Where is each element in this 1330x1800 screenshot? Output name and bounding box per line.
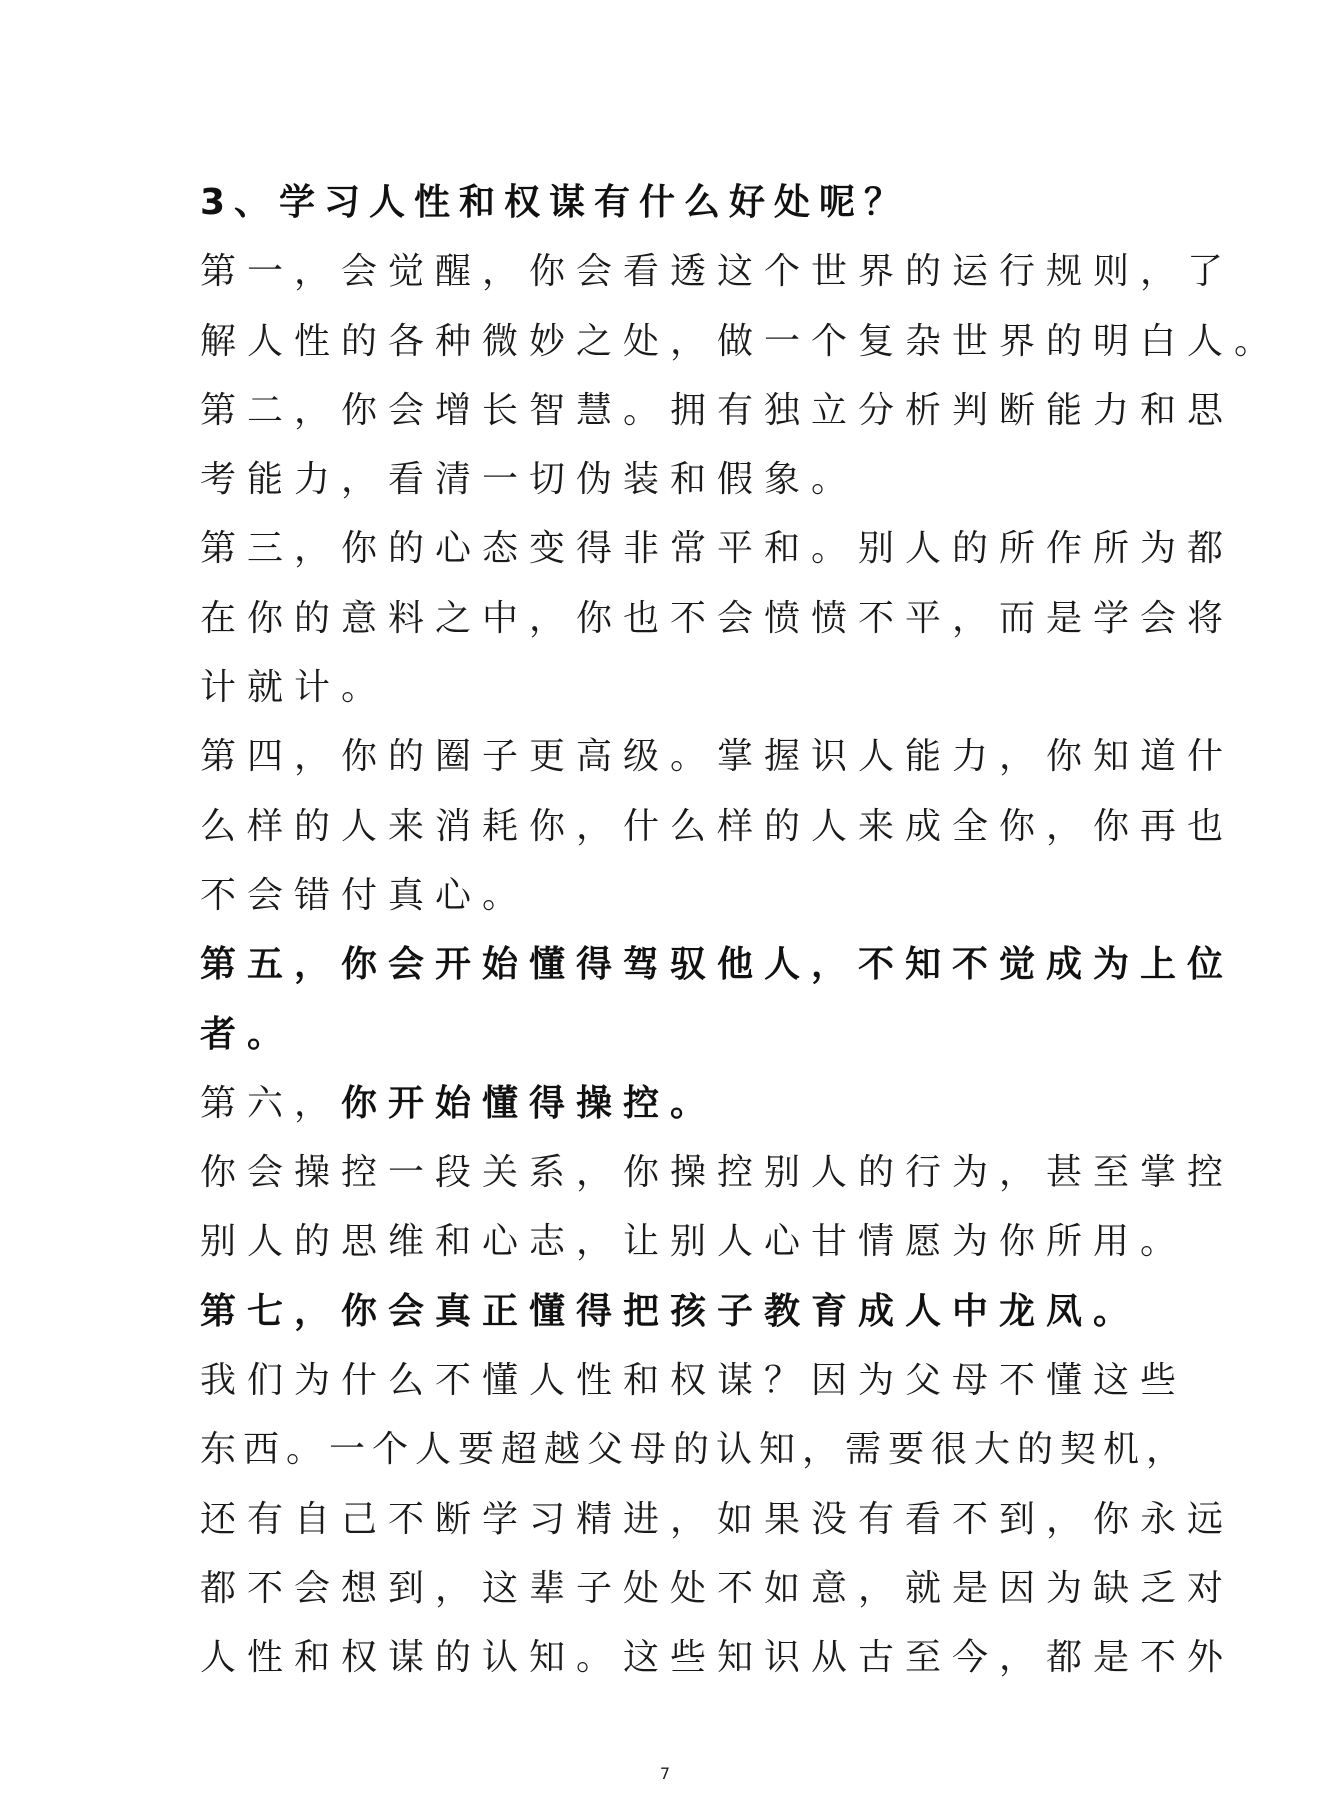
paragraph-line: 第三，你的心态变得非常平和。别人的所作所为都 — [200, 528, 1235, 570]
paragraph-line: 考能力，看清一切伪装和假象。 — [200, 459, 859, 501]
bold-phrase: 你开始懂得操控。 — [341, 1082, 718, 1124]
bold-paragraph-line: 第七，你会真正懂得把孩子教育成人中龙凤。 — [200, 1290, 1141, 1332]
paragraph-line: 人性和权谋的认知。这些知识从古至今，都是不外 — [200, 1637, 1235, 1679]
paragraph-line: 在你的意料之中，你也不会愤愤不平，而是学会将 — [200, 597, 1235, 639]
bold-paragraph-line: 者。 — [200, 1013, 295, 1055]
page-number: 7 — [659, 1764, 671, 1783]
document-body — [200, 168, 1282, 1693]
paragraph-line: 计就计。 — [200, 667, 389, 709]
paragraph-line: 还有自己不断学习精进，如果没有看不到，你永远 — [200, 1498, 1235, 1540]
paragraph-line: 不会错付真心。 — [200, 874, 530, 916]
paragraph-line: 第二，你会增长智慧。拥有独立分析判断能力和思 — [200, 389, 1235, 431]
paragraph-line: 么样的人来消耗你，什么样的人来成全你，你再也 — [200, 805, 1235, 847]
paragraph-line: 我们为什么不懂人性和权谋？因为父母不懂这些 — [200, 1360, 1188, 1402]
paragraph-line: 东西。一个人要超越父母的认知，需要很大的契机， — [200, 1429, 1190, 1471]
line-prefix: 第六， — [200, 1082, 342, 1124]
paragraph-line: 第四，你的圈子更高级。掌握识人能力，你知道什 — [200, 736, 1235, 778]
paragraph-line: 别人的思维和心志，让别人心甘情愿为你所用。 — [200, 1221, 1188, 1263]
section-heading: 3、学习人性和权谋有什么好处呢？ — [200, 182, 910, 223]
bold-paragraph-line: 第五，你会开始懂得驾驭他人，不知不觉成为上位 — [200, 944, 1235, 986]
mixed-paragraph-line — [200, 1069, 1160, 1138]
paragraph-line: 第一，会觉醒，你会看透这个世界的运行规则，了 — [200, 251, 1235, 293]
paragraph-line: 你会操控一段关系，你操控别人的行为，甚至掌控 — [200, 1152, 1235, 1194]
paragraph-line: 都不会想到，这辈子处处不如意，就是因为缺乏对 — [200, 1567, 1235, 1609]
paragraph-line: 解人性的各种微妙之处，做一个复杂世界的明白人。 — [200, 320, 1282, 362]
